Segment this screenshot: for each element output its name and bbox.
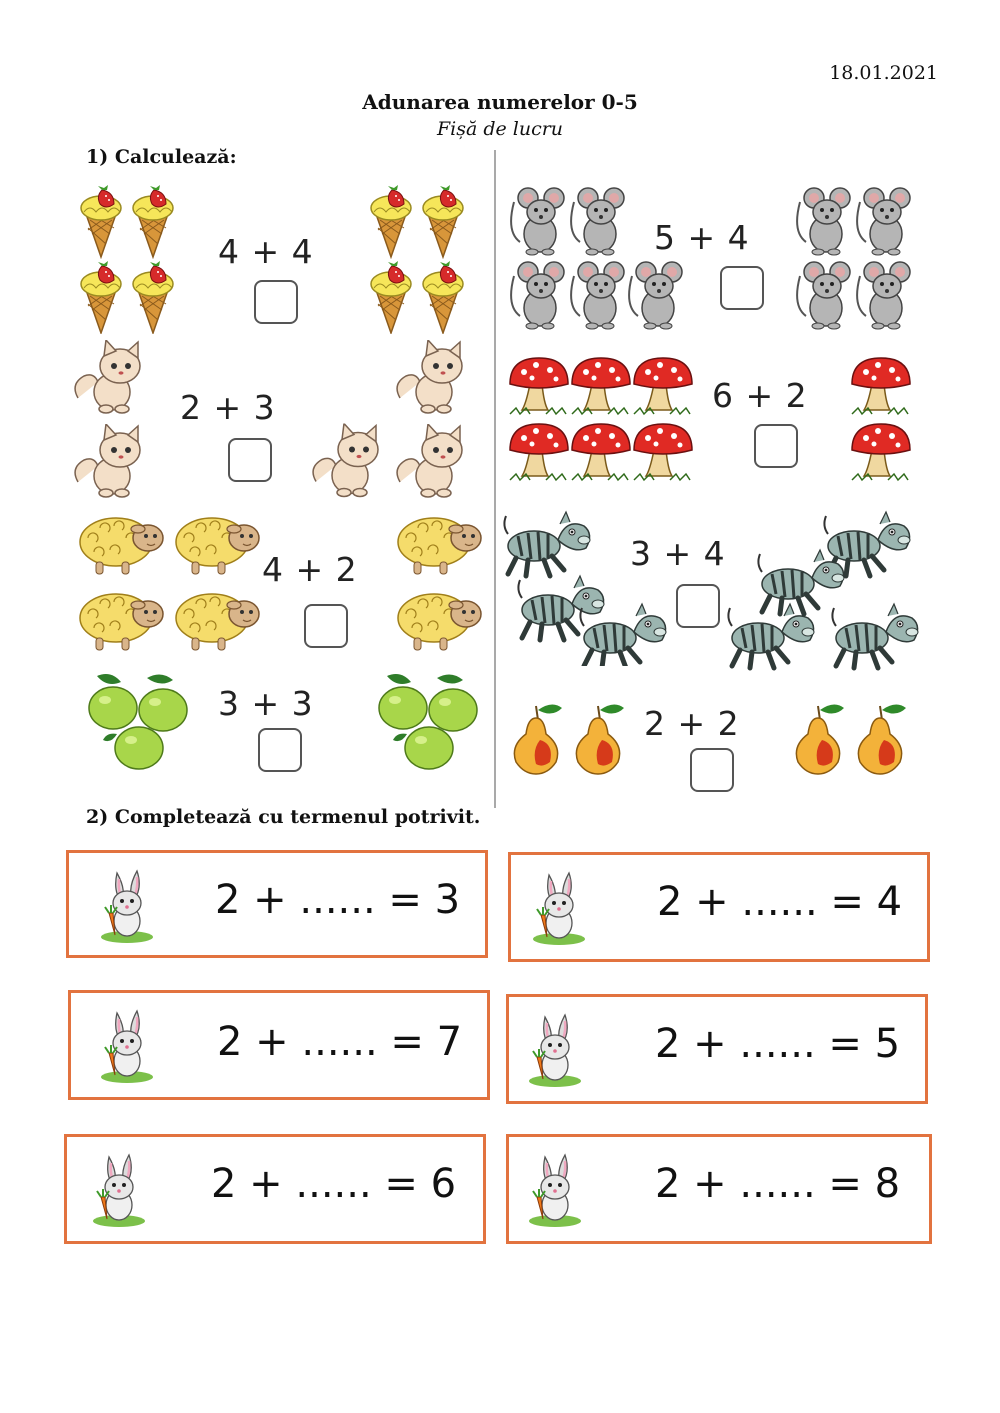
mouse-icon bbox=[794, 182, 918, 332]
sheep-icon bbox=[74, 508, 264, 656]
mouse-icon bbox=[508, 182, 688, 332]
exercise-2-heading: 2) Completează cu termenul potrivit. bbox=[86, 806, 481, 828]
equation-text: 4 + 2 bbox=[262, 550, 358, 589]
zebra-icon bbox=[724, 506, 924, 672]
card-equation[interactable]: 2 + ...... = 6 bbox=[211, 1161, 457, 1207]
fill-in-card bbox=[508, 852, 930, 962]
answer-box[interactable] bbox=[690, 748, 734, 792]
fill-in-card bbox=[68, 990, 490, 1100]
card-equation[interactable]: 2 + ...... = 5 bbox=[655, 1021, 901, 1067]
fill-in-card bbox=[64, 1134, 486, 1244]
bunny-icon bbox=[525, 1009, 585, 1089]
answer-box[interactable] bbox=[676, 584, 720, 628]
ice-cream-icon bbox=[76, 184, 180, 334]
card-equation[interactable]: 2 + ...... = 8 bbox=[655, 1161, 901, 1207]
card-equation[interactable]: 2 + ...... = 4 bbox=[657, 879, 903, 925]
equation-text: 2 + 2 bbox=[644, 704, 740, 743]
equation-text: 6 + 2 bbox=[712, 376, 808, 415]
bunny-icon bbox=[89, 1149, 149, 1229]
worksheet-subtitle: Fișă de lucru bbox=[436, 118, 564, 140]
answer-box[interactable] bbox=[304, 604, 348, 648]
equation-text: 4 + 4 bbox=[218, 232, 314, 271]
bunny-icon bbox=[525, 1149, 585, 1229]
answer-box[interactable] bbox=[720, 266, 764, 310]
equation-text: 3 + 3 bbox=[218, 684, 314, 723]
column-divider bbox=[494, 150, 496, 808]
answer-box[interactable] bbox=[228, 438, 272, 482]
lime-icon bbox=[76, 668, 198, 778]
sheep-icon bbox=[392, 508, 488, 656]
answer-box[interactable] bbox=[754, 424, 798, 468]
bunny-icon bbox=[529, 867, 589, 947]
fill-in-card bbox=[506, 994, 928, 1104]
cat-icon bbox=[310, 422, 390, 500]
exercise-1-heading: 1) Calculează: bbox=[86, 146, 237, 168]
cat-icon bbox=[394, 340, 480, 504]
mushroom-icon bbox=[848, 354, 916, 488]
pear-icon bbox=[506, 700, 636, 780]
bunny-icon bbox=[97, 1005, 157, 1085]
fill-in-card bbox=[66, 850, 488, 958]
equation-text: 5 + 4 bbox=[654, 218, 750, 257]
fill-in-card bbox=[506, 1134, 932, 1244]
zebra-icon bbox=[500, 506, 680, 666]
cat-icon bbox=[72, 340, 158, 504]
answer-box[interactable] bbox=[258, 728, 302, 772]
pear-icon bbox=[788, 700, 918, 780]
date: 18.01.2021 bbox=[829, 62, 938, 84]
equation-text: 3 + 4 bbox=[630, 534, 726, 573]
equation-text: 2 + 3 bbox=[180, 388, 276, 427]
ice-cream-icon bbox=[366, 184, 470, 334]
answer-box[interactable] bbox=[254, 280, 298, 324]
lime-icon bbox=[366, 668, 488, 778]
mushroom-icon bbox=[506, 354, 698, 488]
card-equation[interactable]: 2 + ...... = 7 bbox=[217, 1019, 463, 1065]
card-equation[interactable]: 2 + ...... = 3 bbox=[215, 877, 461, 923]
worksheet-title: Adunarea numerelor 0-5 bbox=[362, 90, 638, 114]
bunny-icon bbox=[97, 865, 157, 945]
